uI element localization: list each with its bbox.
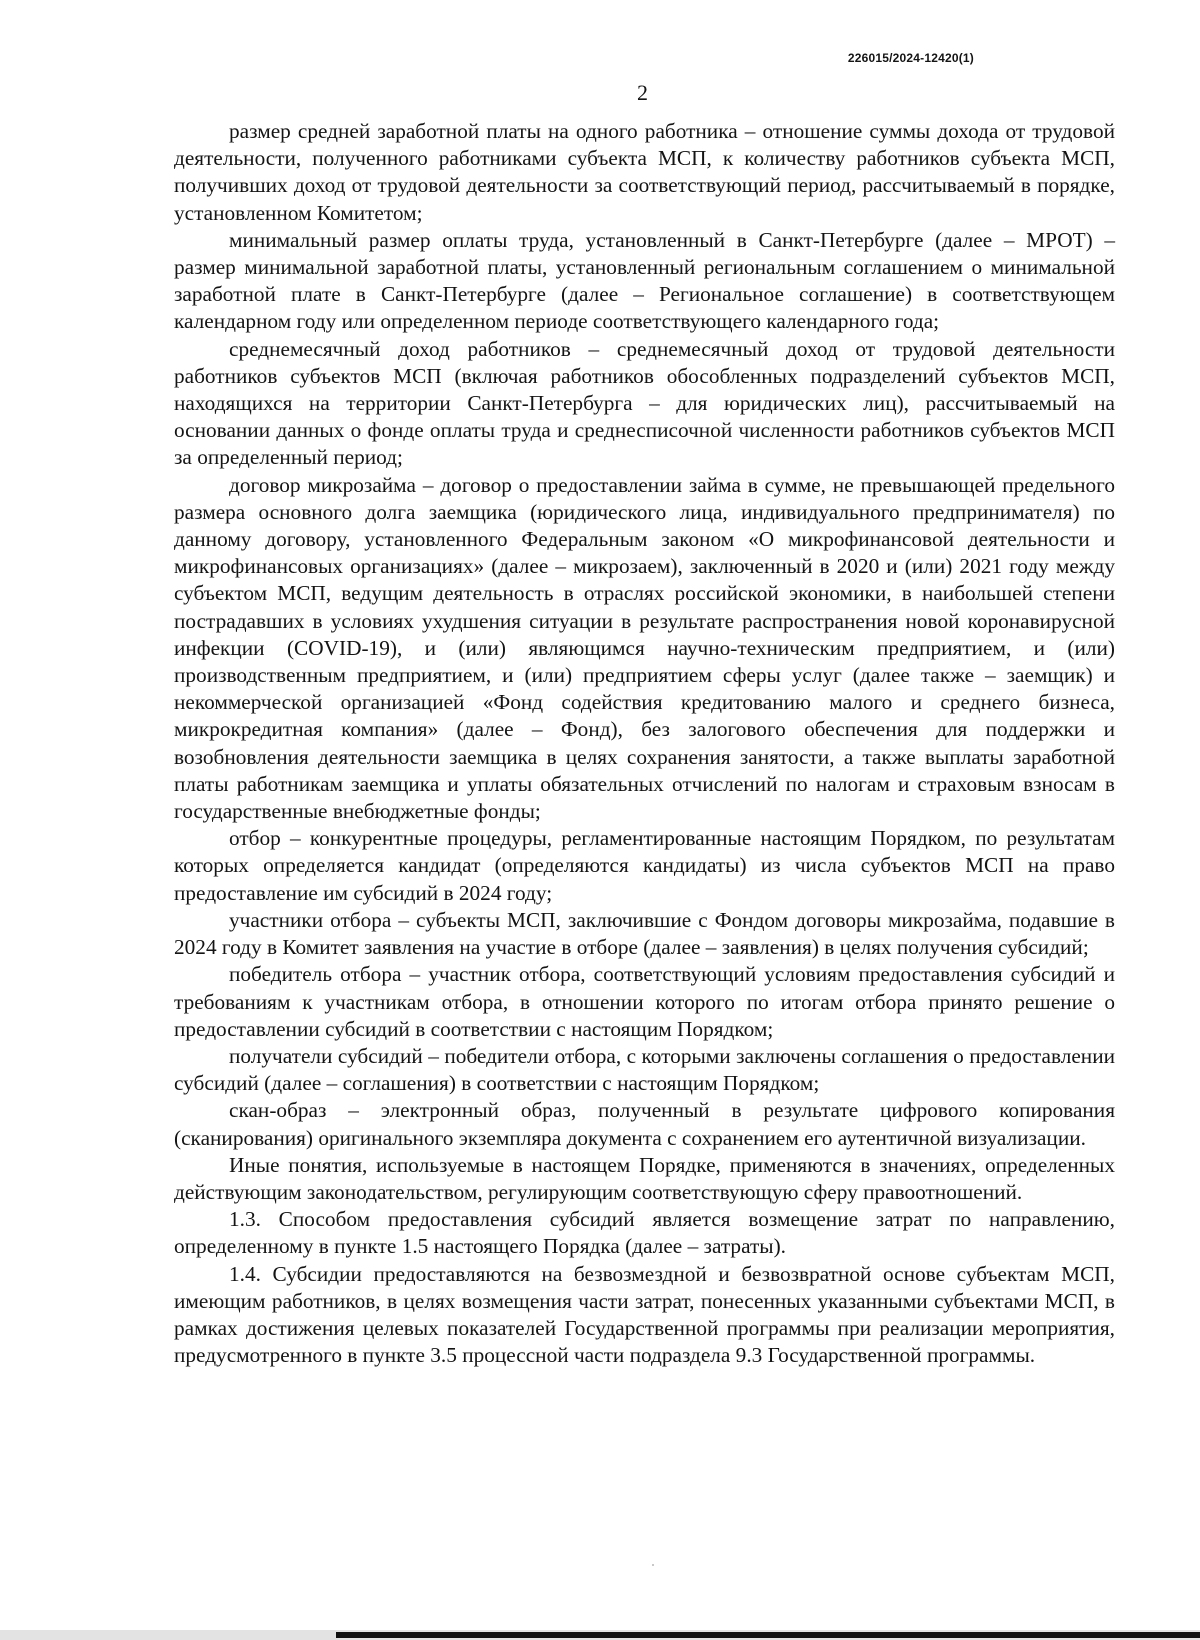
paragraph-average-salary-definition: размер средней заработной платы на одного работника – отношение суммы дохода от трудовой деятельности, полученного работниками субъекта МСП, к количеству работников субъекта МСП, получивших доход от трудовой деятельности за соответствующий период, рассчитываемый в порядке, установленном Комитетом; <box>174 119 1115 225</box>
paragraph-selection-winner-definition: победитель отбора – участник отбора, соответствующий условиям предоставления субсидий и требованиям к участникам отбора, в отношении которого по итогам отбора принято решение о предоставлении субсидий в соответствии с настоящим Порядком; <box>174 962 1115 1041</box>
scan-dust-mark <box>652 1564 654 1566</box>
scan-bottom-edge-dark <box>336 1632 1200 1638</box>
paragraph-other-terms: Иные понятия, используемые в настоящем Порядке, применяются в значениях, определенных действующим законодательством, регулирующим соответствующую сферу правоотношений. <box>174 1152 1115 1204</box>
paragraph-average-monthly-income-definition: среднемесячный доход работников – среднемесячный доход от трудовой деятельности работников субъектов МСП (включая работников обособленных подразделений субъектов МСП, находящихся на территории Санкт-Петербурга – для юридических лиц), рассчитываемый на основании данных о фонде оплаты труда и среднесписочной численности работников субъектов МСП за определенный период; <box>174 336 1115 470</box>
document-registration-number: 226015/2024-12420(1) <box>847 51 974 65</box>
paragraph-clause-1-3: 1.3. Способом предоставления субсидий является возмещение затрат по направлению, определенному в пункте 1.5 настоящего Порядка (далее – затраты). <box>174 1207 1115 1259</box>
paragraph-clause-1-4: 1.4. Субсидии предоставляются на безвозмездной и безвозвратной основе субъектам МСП, имеющим работников, в целях возмещения части затрат, понесенных указанными субъектами МСП, в рамках достижения целевых показателей Государственной программы при реализации мероприятия, предусмотренного в пункте 3.5 процессной части подраздела 9.3 Государственной программы. <box>174 1261 1115 1368</box>
page-number: 2 <box>637 80 648 105</box>
paragraph-microloan-agreement-definition: договор микрозайма – договор о предоставлении займа в сумме, не превышающей предельного размера основного долга заемщика (юридического лица, индивидуального предпринимателя) по данному договору, установленного Федеральным законом «О микрофинансовой деятельности и микрофинансовых организациях» (далее – микрозаем), заключенный в 2020 и (или) 2021 году между субъектом МСП, ведущим деятельность в отраслях российской экономики, в наибольшей степени пострадавших в условиях ухудшения ситуации в результате распространения новой коронавирусной инфекции (COVID-19), и (или) являющимся научно-техническим предприятием, и (или) производственным предприятием, и (или) предприятием сферы услуг (далее также – заемщик) и некоммерческой организацией «Фонд содействия кредитованию малого и среднего бизнеса, микрокредитная компания» (далее – Фонд), без залогового обеспечения для поддержки и возобновления деятельности заемщика в целях сохранения занятости, а также выплаты заработной платы работникам заемщика и уплаты обязательных отчислений по налогам и страховым взносам в государственные внебюджетные фонды; <box>174 472 1115 824</box>
document-body <box>174 118 1115 1369</box>
paragraph-selection-participants-definition: участники отбора – субъекты МСП, заключившие с Фондом договоры микрозайма, подавшие в 2024 году в Комитет заявления на участие в отборе (далее – заявления) в целях получения субсидий; <box>174 907 1115 960</box>
paragraph-selection-definition: отбор – конкурентные процедуры, регламентированные настоящим Порядком, по результатам которых определяется кандидат (определяются кандидаты) из числа субъектов МСП на право предоставление им субсидий в 2024 году; <box>174 826 1115 905</box>
paragraph-scan-image-definition: скан-образ – электронный образ, полученный в результате цифрового копирования (сканирования) оригинального экземпляра документа с сохранением его аутентичной визуализации. <box>174 1098 1115 1150</box>
paragraph-mrot-definition: минимальный размер оплаты труда, установленный в Санкт-Петербурге (далее – МРОТ) – размер минимальной заработной платы, установленный региональным соглашением о минимальной заработной плате в Санкт-Петербурге (далее – Региональное соглашение) в соответствующем календарном году или определенном периоде соответствующего календарного года; <box>174 227 1115 334</box>
paragraph-subsidy-recipients-definition: получатели субсидий – победители отбора, с которыми заключены соглашения о предоставлении субсидий (далее – соглашения) в соответствии с настоящим Порядком; <box>174 1043 1115 1096</box>
